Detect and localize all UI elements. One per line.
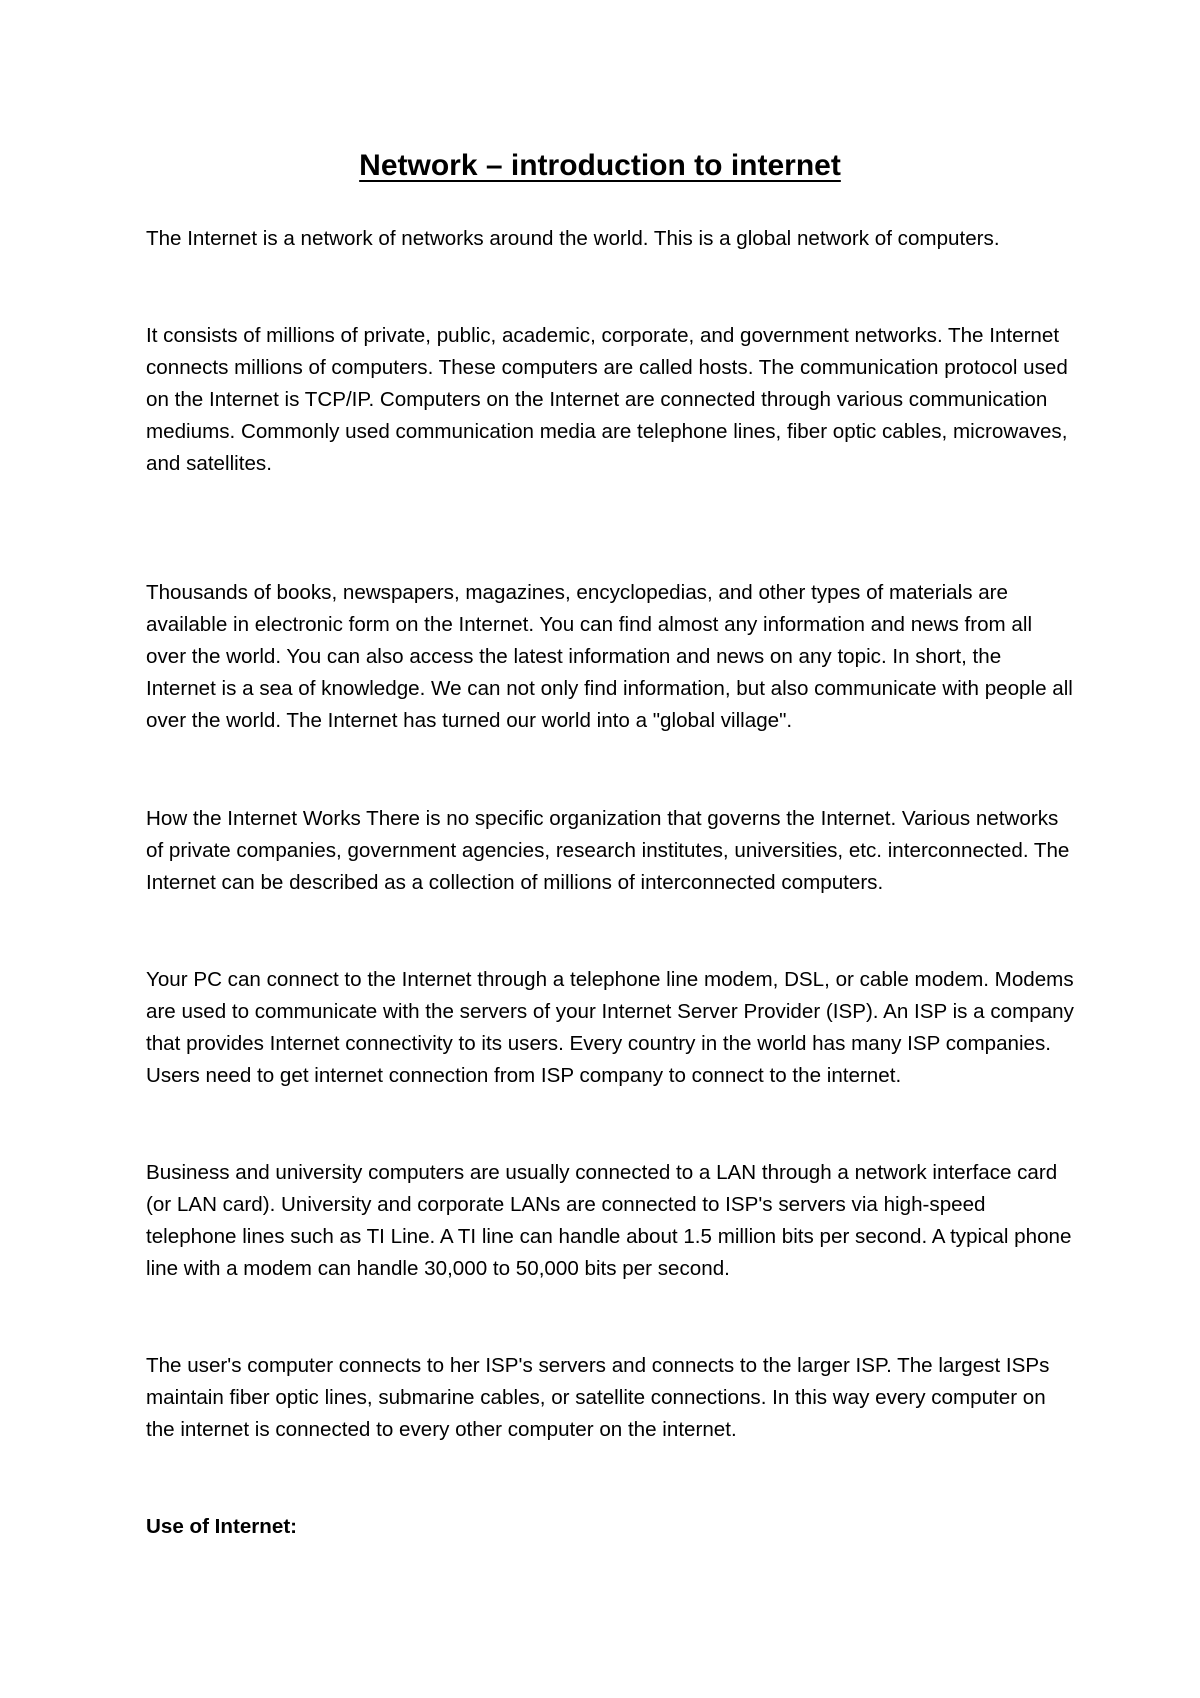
paragraph-networks-composition: It consists of millions of private, public, academic, corporate, and government networks. The Internet connects millions of computers. These computers are called hosts. The communication protocol used on the Internet is TCP/IP. Computers on the Internet are connected through various communication mediums. Commonly used communication media are telephone lines, fiber optic cables, microwaves, and satellites. (146, 324, 1068, 475)
paragraph-information-resources: Thousands of books, newspapers, magazines, encyclopedias, and other types of materials are available in electronic form on the Internet. You can find almost any information and news from all over the world. You can also access the latest information and news on any topic. In short, the Internet is a sea of knowledge. We can not only find information, but also communicate with people all over the world. The Internet has turned our world into a "global village". (146, 581, 1073, 732)
paragraph-isp-hierarchy: The user's computer connects to her ISP's servers and connects to the larger ISP. The largest ISPs maintain fiber optic lines, submarine cables, or satellite connections. In this way every computer on the internet is connected to every other computer on the internet. (146, 1354, 1050, 1441)
paragraph-pc-connection: Your PC can connect to the Internet through a telephone line modem, DSL, or cable modem. Modems are used to communicate with the servers of your Internet Server Provider (ISP). An ISP is a company that provides Internet connectivity to its users. Every country in the world has many ISP companies. Users need to get internet connection from ISP company to connect to the internet. (146, 968, 1074, 1087)
paragraph-internet-definition: The Internet is a network of networks around the world. This is a global network of computers. (146, 227, 1000, 250)
paragraph-how-internet-works: How the Internet Works There is no specific organization that governs the Internet. Various networks of private companies, government agencies, research institutes, universities, etc. interconnected. The Internet can be described as a collection of millions of interconnected computers. (146, 807, 1070, 894)
paragraph-business-connection: Business and university computers are usually connected to a LAN through a network interface card (or LAN card). University and corporate LANs are connected to ISP's servers via high-speed telephone lines such as TI Line. A TI line can handle about 1.5 million bits per second. A typical phone line with a modem can handle 30,000 to 50,000 bits per second. (146, 1161, 1072, 1280)
document-title: Network – introduction to internet (359, 149, 841, 182)
section-heading-use-of-internet: Use of Internet: (146, 1515, 298, 1538)
